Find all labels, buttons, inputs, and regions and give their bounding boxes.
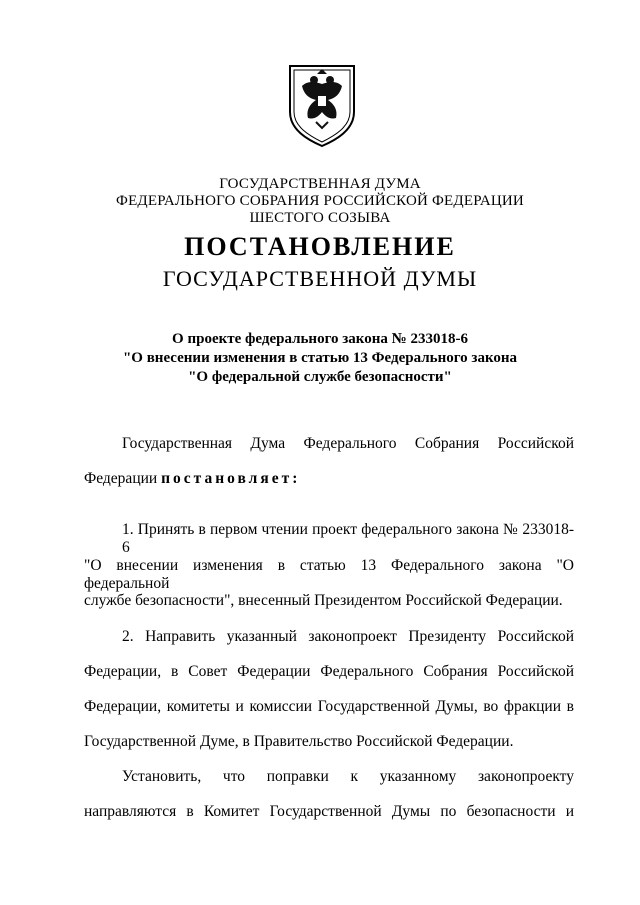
body-line: направляются в Комитет Государственной Думы по безопасности и	[84, 803, 574, 820]
body-line: 2. Направить указанный законопроект Президенту Российской	[122, 628, 574, 645]
body-line: Государственной Думе, в Правительство Российской Федерации.	[84, 733, 514, 750]
body-line	[84, 470, 300, 488]
body-line: Федерации, в Совет Федерации Федерального Собрания Российской	[84, 663, 574, 680]
org-line-2: ФЕДЕРАЛЬНОГО СОБРАНИЯ РОССИЙСКОЙ ФЕДЕРАЦИИ	[116, 193, 524, 209]
body-text: Федерации	[84, 470, 162, 487]
body-line: 1. Принять в первом чтении проект федерального закона № 233018-6	[122, 521, 574, 556]
subject-line-2: "О внесении изменения в статью 13 Федерального закона	[122, 350, 518, 366]
body-line: службе безопасности", внесенный Президентом Российской Федерации.	[84, 592, 563, 609]
org-line-1: ГОСУДАРСТВЕННАЯ ДУМА	[219, 176, 421, 192]
state-emblem-icon	[286, 62, 358, 148]
org-line-3: ШЕСТОГО СОЗЫВА	[249, 210, 391, 226]
body-line: Установить, что поправки к указанному законопроекту	[122, 768, 574, 785]
subject-line-3: "О федеральной службе безопасности"	[188, 369, 452, 385]
document-title: ПОСТАНОВЛЕНИЕ	[184, 232, 456, 261]
body-line: Федерации, комитеты и комиссии Государственной Думы, во фракции в	[84, 698, 574, 715]
resolves-word: постановляет:	[161, 470, 301, 487]
body-line: Государственная Дума Федерального Собрания Российской	[122, 435, 574, 452]
subject-line-1: О проекте федерального закона № 233018-6	[172, 331, 468, 347]
body-line: "О внесении изменения в статью 13 Федерального закона "О федеральной	[84, 557, 574, 592]
document-subtitle: ГОСУДАРСТВЕННОЙ ДУМЫ	[162, 266, 478, 291]
